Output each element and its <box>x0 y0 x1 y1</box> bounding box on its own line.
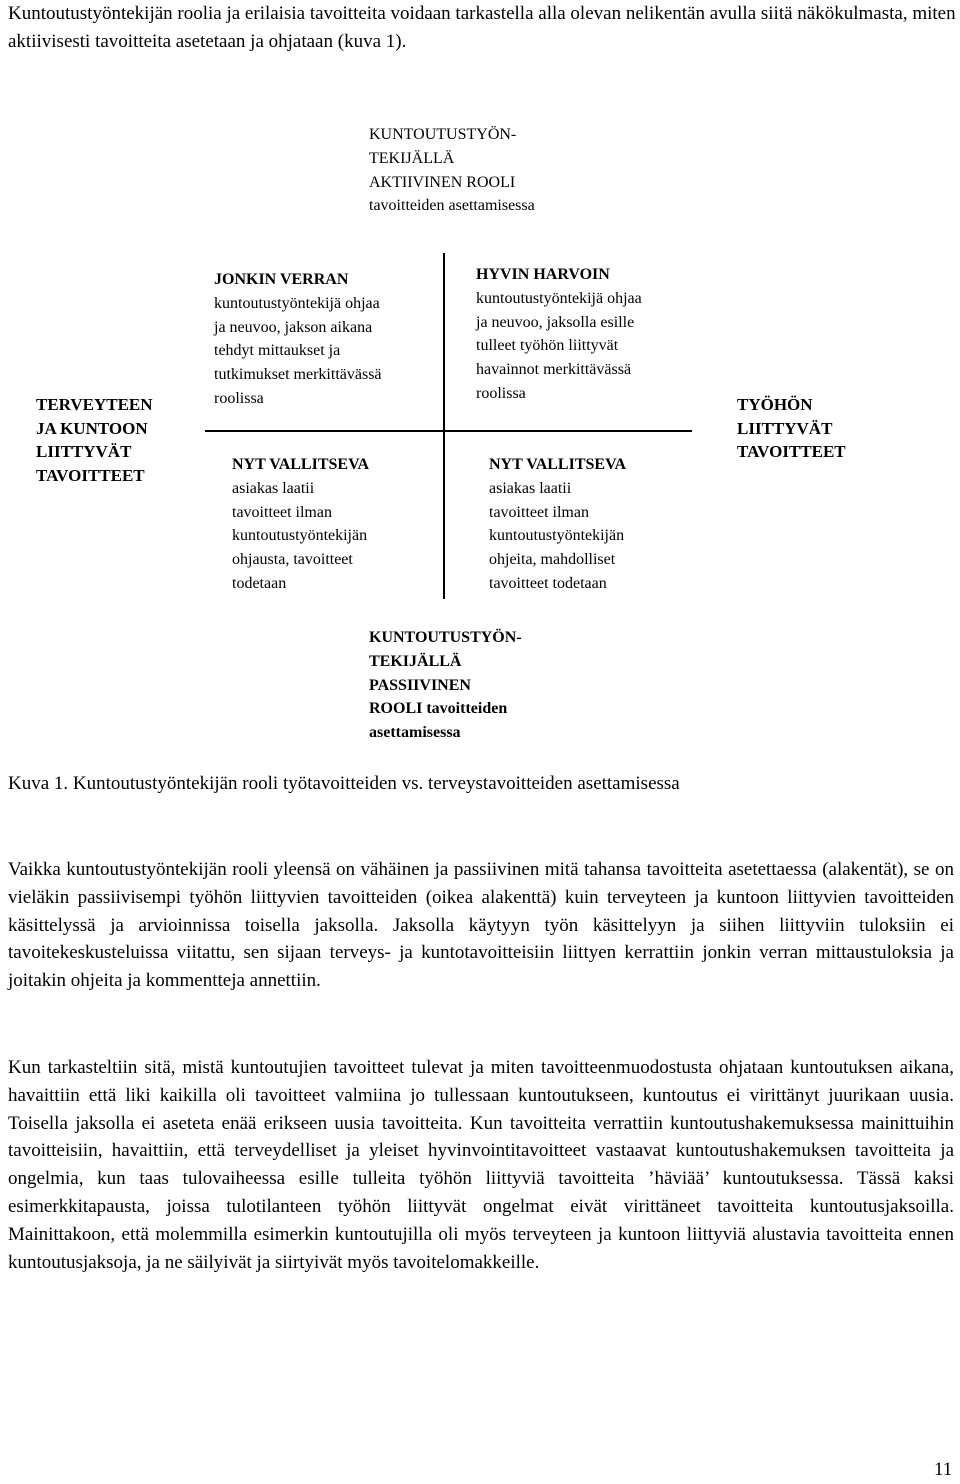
quadrant-top-left <box>214 268 382 411</box>
quadrant-top-right <box>476 263 642 406</box>
vertical-axis-line <box>443 253 445 599</box>
diagram-left-label: TERVEYTEEN JA KUNTOON LIITTYVÄT TAVOITTEET <box>36 395 153 486</box>
quadrant-bottom-right <box>489 453 626 596</box>
quadrant-top-right-text: kuntoutustyöntekijä ohjaa ja neuvoo, jaksolla esille tulleet työhön liittyvät havainnot merkittävässä roolissa <box>476 289 642 402</box>
page-number: 11 <box>934 1459 953 1480</box>
body-paragraph-1: Vaikka kuntoutustyöntekijän rooli yleensä on vähäinen ja passiivinen mitä tahansa tavoitteita asetettaessa (alakentät), se on vieläkin passiivisempi työhön liittyvien tavoitteiden (oikea alakenttä) kuin terveyteen ja kuntoon liittyvien tavoitteiden käsittelyssä ja arvioinnissa toisella jaksolla. Jaksolla käytyyn työn käsittelyyn ja siihen liittyviin tuloksiin ei tavoitekeskusteluissa viitattu, sen sijaan terveys- ja kuntotavoitteisiin liittyen kerrattiin jonkin verran mittaustuloksia ja joitakin ohjeita ja kommentteja annettiin. <box>8 859 954 992</box>
diagram-bottom-label: KUNTOUTUSTYÖN- TEKIJÄLLÄ PASSIIVINEN ROOLI tavoitteiden asettamisessa <box>369 629 522 742</box>
quadrant-top-left-text: kuntoutustyöntekijä ohjaa ja neuvoo, jakson aikana tehdyt mittaukset ja tutkimukset merkittävässä roolissa <box>214 294 382 407</box>
diagram-right-label: TYÖHÖN LIITTYVÄT TAVOITTEET <box>737 395 846 462</box>
horizontal-axis-line <box>205 430 692 432</box>
quadrant-bottom-right-heading: NYT VALLITSEVA <box>489 456 627 473</box>
body-paragraph-2: Kun tarkasteltiin sitä, mistä kuntoutujien tavoitteet tulevat ja miten tavoitteenmuodostusta ohjataan kuntoutuksen aikana, havaittiin että liki kaikilla oli tavoitteet valmiina jo tullessaan kuntoutukseen, kuntoutus ei virittänyt juurikaan uusia. Toisella jaksolla ei aseteta enää erikseen uusia tavoitteita. Kun tavoitteita verrattiin kuntoutushakemuksessa mainittuihin tavoitteisiin, havaittiin, että terveydelliset ja yleiset hyvinvointitavoitteet vastaavat kuntoutushakemuksen tavoitteita ja ongelmia, kun taas tulovaiheessa esille tulleita työhön liittyviä tavoitteita ’häviää’ kuntoutuksessa. Tässä kaksi esimerkkitapausta, joissa tulotilanteen työhön liittyvät ongelmat eivät virittäneet tavoitteita kuntoutusjaksoilla. Mainittakoon, että molemmilla esimerkin kuntoutujilla oli myös terveyteen ja kuntoon liittyviä alustavia tavoitteita ennen kuntoutusjaksoja, ja ne säilyivät ja siirtyivät myös tavoitelomakkeille. <box>8 1057 954 1273</box>
quadrant-top-right-heading: HYVIN HARVOIN <box>476 266 610 283</box>
intro-paragraph: Kuntoutustyöntekijän roolia ja erilaisia tavoitteita voidaan tarkastella alla olevan nelikentän avulla siitä näkökulmasta, miten aktiivisesti tavoitteita asetetaan ja ohjataan (kuva 1). <box>8 3 956 52</box>
quadrant-top-left-heading: JONKIN VERRAN <box>214 271 349 288</box>
diagram-top-label: KUNTOUTUSTYÖN- TEKIJÄLLÄ AKTIIVINEN ROOLI tavoitteiden asettamisessa <box>369 126 535 215</box>
figure-caption: Kuva 1. Kuntoutustyöntekijän rooli työtavoitteiden vs. terveystavoitteiden asettamisessa <box>8 773 680 794</box>
quadrant-bottom-right-text: asiakas laatii tavoitteet ilman kuntoutustyöntekijän ohjeita, mahdolliset tavoitteet todetaan <box>489 479 625 592</box>
quadrant-bottom-left-heading: NYT VALLITSEVA <box>232 456 370 473</box>
quadrant-bottom-left-text: asiakas laatii tavoitteet ilman kuntoutustyöntekijän ohjausta, tavoitteet todetaan <box>232 479 368 592</box>
quadrant-bottom-left <box>232 453 369 596</box>
